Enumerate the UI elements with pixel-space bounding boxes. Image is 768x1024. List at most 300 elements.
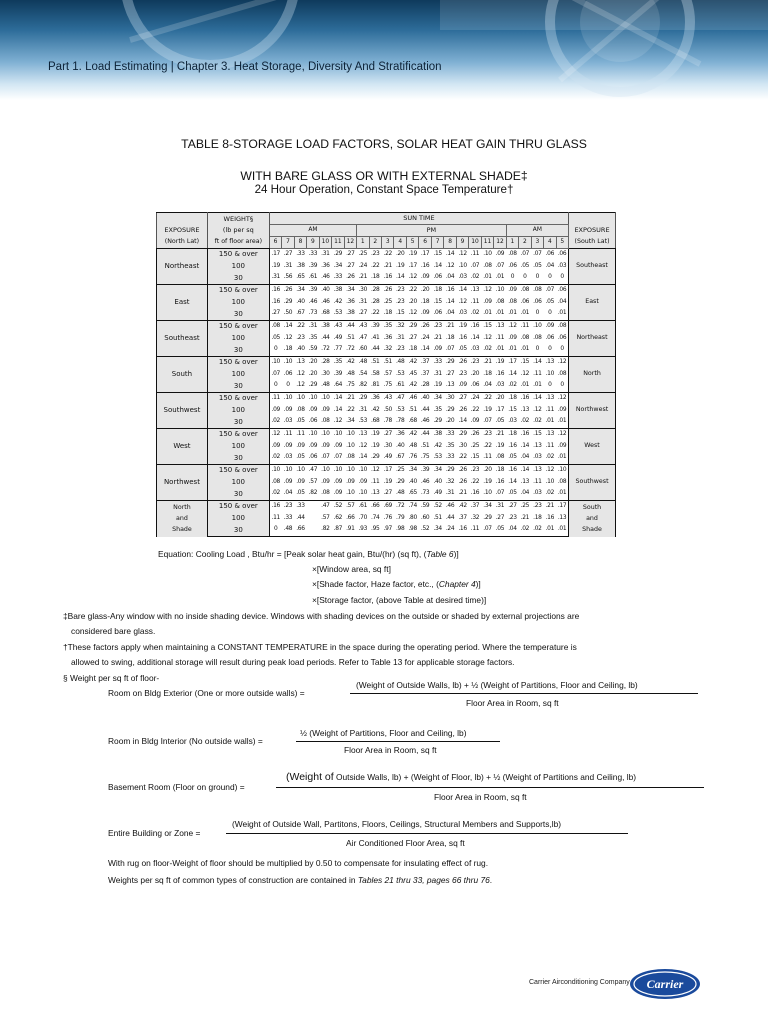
exposure-line: and [586, 515, 598, 523]
factor-cell: .31 [444, 489, 456, 501]
equation-text: Equation: Cooling Load , Btu/hr = [Peak solar heat gain, Btu/(hr) (sq ft), ( [158, 549, 427, 559]
factor-cell: .09 [506, 333, 518, 345]
factor-cell: .03 [456, 309, 468, 321]
exposure-south-cell: Southwest [569, 465, 616, 501]
factor-cell: .29 [444, 465, 456, 477]
table-row [157, 477, 616, 489]
factor-cell: .10 [357, 465, 369, 477]
factor-cell: .12 [282, 333, 294, 345]
factor-cell: .23 [469, 357, 481, 369]
factor-cell: .98 [406, 525, 418, 537]
table-subtitle: WITH BARE GLASS OR WITH EXTERNAL SHADE‡ [240, 169, 528, 183]
factor-cell: .30 [456, 441, 468, 453]
factor-cell: .29 [444, 405, 456, 417]
factor-cell: .18 [494, 465, 506, 477]
factor-cell: .45 [406, 369, 418, 381]
factor-cell: .93 [357, 525, 369, 537]
hour-header: 8 [444, 237, 456, 249]
th-blank [157, 213, 208, 225]
table-row [157, 381, 616, 393]
factor-cell: .18 [431, 285, 443, 297]
equation-line-1 [158, 549, 459, 559]
equation-line-2: ×[Window area, sq ft] [312, 564, 391, 574]
factor-cell: .27 [406, 333, 418, 345]
factor-cell: .29 [369, 453, 381, 465]
factor-cell: .29 [307, 381, 319, 393]
factor-cell: .31 [282, 261, 294, 273]
factor-cell: .19 [494, 441, 506, 453]
factor-cell: .10 [481, 249, 493, 261]
factor-cell: .39 [369, 321, 381, 333]
factor-cell: .24 [444, 525, 456, 537]
factor-cell: .16 [506, 441, 518, 453]
factor-cell: 0 [544, 309, 556, 321]
factor-cell: .17 [419, 249, 431, 261]
factor-cell: .22 [456, 453, 468, 465]
weight-cell: 100 [207, 261, 269, 273]
factor-cell: .67 [394, 453, 406, 465]
factor-cell: .27 [269, 309, 281, 321]
factor-cell: .17 [406, 261, 418, 273]
exposure-south-cell: East [569, 285, 616, 321]
exposure-north-cell: West [157, 429, 208, 465]
factor-cell: .04 [519, 453, 531, 465]
factor-cell: .03 [531, 489, 543, 501]
factor-cell: .22 [369, 309, 381, 321]
factor-cell: .43 [332, 321, 344, 333]
factor-cell: .35 [431, 405, 443, 417]
factor-cell: .77 [332, 345, 344, 357]
factor-cell: .87 [332, 525, 344, 537]
factor-cell: .76 [382, 513, 394, 525]
formula-exterior-label: Room on Bldg Exterior (One or more outside walls) = [108, 688, 305, 698]
factor-cell: .09 [332, 441, 344, 453]
factor-cell: .05 [506, 453, 518, 465]
factor-cell: .20 [494, 393, 506, 405]
factor-cell: .27 [444, 369, 456, 381]
factor-cell: .22 [469, 477, 481, 489]
factor-cell: .26 [456, 357, 468, 369]
factor-cell: .19 [481, 477, 493, 489]
table-row [157, 309, 616, 321]
factor-cell: .76 [406, 453, 418, 465]
factor-cell: .68 [319, 309, 331, 321]
factor-cell: .03 [494, 381, 506, 393]
note-bare-glass-cont: considered bare glass. [71, 626, 156, 636]
factor-cell: .12 [332, 417, 344, 429]
factor-cell: .33 [294, 501, 306, 513]
factor-cell: .06 [544, 249, 556, 261]
factor-cell: .26 [456, 477, 468, 489]
factor-cell: .14 [469, 333, 481, 345]
table-row [157, 501, 616, 513]
factor-cell: .53 [394, 369, 406, 381]
factor-cell: .20 [469, 369, 481, 381]
factor-cell: .47 [307, 465, 319, 477]
factor-cell: .13 [531, 441, 543, 453]
factor-cell: 0 [544, 273, 556, 285]
factor-cell [307, 513, 319, 525]
weight-cell: 30 [207, 345, 269, 357]
factor-cell: .48 [319, 381, 331, 393]
factor-cell: .36 [344, 297, 356, 309]
factor-cell: .46 [406, 393, 418, 405]
factor-cell: .36 [369, 393, 381, 405]
factor-cell: .36 [382, 333, 394, 345]
hour-header: 12 [344, 237, 356, 249]
factor-cell: .27 [494, 513, 506, 525]
factor-cell: .19 [481, 405, 493, 417]
formula-basement-numerator [286, 771, 636, 783]
exposure-south-cell [569, 501, 616, 537]
factor-cell: .08 [519, 333, 531, 345]
factor-cell: .34 [344, 417, 356, 429]
factor-cell: .29 [394, 477, 406, 489]
factor-cell: .18 [369, 273, 381, 285]
factor-cell: .24 [469, 393, 481, 405]
formula-basement-denominator: Floor Area in Room, sq ft [434, 792, 527, 802]
factor-cell: .21 [431, 333, 443, 345]
note-constant-temp-cont: allowed to swing, additional storage will result during peak load periods. Refer to Table 13 for applicable storage factors. [71, 657, 515, 667]
factor-cell: .02 [519, 417, 531, 429]
factor-cell: .38 [319, 321, 331, 333]
factor-cell: .23 [431, 321, 443, 333]
fraction-bar [276, 787, 704, 788]
factor-cell: .06 [307, 417, 319, 429]
factor-cell: .08 [556, 321, 568, 333]
factor-cell: .16 [269, 285, 281, 297]
exposure-south-cell: West [569, 429, 616, 465]
weight-cell: 150 & over [207, 501, 269, 513]
factor-cell: .91 [344, 525, 356, 537]
th-exposure: EXPOSURE [157, 225, 208, 237]
factor-cell: .42 [406, 429, 418, 441]
factor-cell: .21 [481, 357, 493, 369]
factor-cell: .04 [282, 489, 294, 501]
table-row [157, 405, 616, 417]
factor-cell: .06 [469, 381, 481, 393]
factor-cell: .12 [294, 369, 306, 381]
factor-cell: .02 [544, 453, 556, 465]
factor-cell: .10 [481, 489, 493, 501]
formula-interior-numerator: ½ (Weight of Partitions, Floor and Ceiling, lb) [300, 728, 467, 738]
factor-cell: .35 [332, 357, 344, 369]
factor-cell: .14 [357, 453, 369, 465]
factor-cell: .06 [556, 285, 568, 297]
factor-cell: .13 [531, 465, 543, 477]
factor-cell: .18 [282, 345, 294, 357]
factor-cell: 0 [556, 345, 568, 357]
formula-basement-num-lead: (Weight of [286, 771, 334, 783]
gear-graphic [0, 0, 768, 100]
factor-cell: .21 [494, 429, 506, 441]
table-row [157, 261, 616, 273]
factor-cell: .10 [269, 465, 281, 477]
table-row [157, 273, 616, 285]
factor-cell: .02 [469, 273, 481, 285]
factor-cell: .27 [382, 429, 394, 441]
factor-cell: .11 [269, 513, 281, 525]
factor-cell: .28 [319, 357, 331, 369]
factor-cell: .38 [294, 261, 306, 273]
factor-cell: .57 [344, 501, 356, 513]
factor-cell: .36 [319, 261, 331, 273]
hour-header: 1 [357, 237, 369, 249]
exposure-line: Shade [172, 526, 192, 534]
formula-interior-denominator: Floor Area in Room, sq ft [344, 745, 437, 755]
note-construction-weights [108, 875, 492, 885]
factor-cell: .01 [481, 273, 493, 285]
factor-cell: .10 [269, 357, 281, 369]
factor-cell: .82 [357, 381, 369, 393]
factor-cell: .07 [469, 261, 481, 273]
table-row [157, 393, 616, 405]
factor-cell: .52 [431, 501, 443, 513]
formula-building-denominator: Air Conditioned Floor Area, sq ft [346, 838, 465, 848]
exposure-north-cell: Northeast [157, 249, 208, 285]
factor-cell: .20 [406, 297, 418, 309]
factor-cell: .08 [481, 261, 493, 273]
factor-cell: .12 [519, 369, 531, 381]
factor-cell: .31 [394, 333, 406, 345]
factor-cell: .01 [556, 309, 568, 321]
factor-cell: .30 [319, 369, 331, 381]
exposure-north-cell: Southwest [157, 393, 208, 429]
factor-cell: .82 [319, 525, 331, 537]
factor-cell: .02 [531, 417, 543, 429]
factor-cell: .60 [419, 513, 431, 525]
factor-cell: .09 [319, 441, 331, 453]
factor-cell: .04 [556, 297, 568, 309]
factor-cell: .60 [357, 345, 369, 357]
factor-cell: .51 [406, 405, 418, 417]
factor-cell: .20 [419, 285, 431, 297]
factor-cell: .14 [419, 345, 431, 357]
factor-cell: .29 [282, 297, 294, 309]
exposure-line: North [173, 504, 191, 512]
factor-cell [307, 501, 319, 513]
factor-cell: .10 [344, 441, 356, 453]
factor-cell: .12 [544, 465, 556, 477]
factor-cell: .09 [469, 417, 481, 429]
factor-cell: .33 [431, 357, 443, 369]
factor-cell: .13 [469, 285, 481, 297]
factor-cell: .30 [444, 393, 456, 405]
factor-cell: .46 [319, 297, 331, 309]
factor-cell: 0 [269, 345, 281, 357]
weight-cell: 150 & over [207, 249, 269, 261]
factor-cell: .64 [332, 381, 344, 393]
factor-cell: .11 [544, 405, 556, 417]
factor-cell: .10 [282, 357, 294, 369]
weight-cell: 100 [207, 333, 269, 345]
factor-cell: .01 [494, 309, 506, 321]
factor-cell: .32 [469, 513, 481, 525]
factor-cell: .20 [481, 465, 493, 477]
formula-basement-label: Basement Room (Floor on ground) = [108, 782, 245, 792]
hour-header: 12 [494, 237, 506, 249]
table-row [157, 513, 616, 525]
factor-cell: .15 [431, 297, 443, 309]
page-header-banner [0, 0, 768, 100]
hour-header: 9 [456, 237, 468, 249]
factor-cell: .23 [369, 249, 381, 261]
table-row [157, 441, 616, 453]
table-row [157, 417, 616, 429]
factor-cell: .38 [332, 285, 344, 297]
factor-cell: .22 [344, 405, 356, 417]
factor-cell: .42 [369, 405, 381, 417]
hour-header: 11 [481, 237, 493, 249]
factor-cell: .13 [544, 357, 556, 369]
factor-cell: .13 [494, 321, 506, 333]
exposure-north-cell: East [157, 285, 208, 321]
factor-cell: .14 [531, 357, 543, 369]
factor-cell: .09 [494, 249, 506, 261]
factor-cell: .01 [544, 525, 556, 537]
factor-cell: .15 [519, 357, 531, 369]
factor-cell: 0 [269, 381, 281, 393]
factor-cell: .75 [382, 381, 394, 393]
factor-cell: .74 [369, 513, 381, 525]
exposure-south-cell: Northwest [569, 393, 616, 429]
factor-cell: .61 [307, 273, 319, 285]
factor-cell: .69 [382, 501, 394, 513]
weight-cell: 30 [207, 417, 269, 429]
factor-cell: .81 [369, 381, 381, 393]
factor-cell: .95 [369, 525, 381, 537]
factor-cell: .26 [456, 405, 468, 417]
factor-cell: .20 [394, 249, 406, 261]
factor-cell: .22 [469, 405, 481, 417]
th-floor-area: ft of floor area) [207, 237, 269, 249]
factor-cell: .44 [369, 345, 381, 357]
factor-cell: .26 [344, 273, 356, 285]
factor-cell: .78 [394, 417, 406, 429]
factor-cell: .33 [307, 249, 319, 261]
factor-cell: .68 [406, 417, 418, 429]
factor-cell: .12 [481, 333, 493, 345]
factor-cell: .35 [444, 441, 456, 453]
factor-cell: .52 [419, 525, 431, 537]
factor-cell: .05 [269, 333, 281, 345]
factor-cell: .06 [282, 369, 294, 381]
factor-cell: .21 [456, 489, 468, 501]
factor-cell: .11 [269, 393, 281, 405]
factor-cell: .10 [294, 465, 306, 477]
factor-cell: .44 [419, 429, 431, 441]
factor-cell: .09 [419, 309, 431, 321]
factor-cell: .39 [419, 465, 431, 477]
factor-cell: .10 [494, 285, 506, 297]
table-row [157, 453, 616, 465]
factor-cell: .15 [481, 321, 493, 333]
factor-cell: .03 [282, 417, 294, 429]
factor-cell: .11 [282, 429, 294, 441]
factor-cell: .09 [344, 477, 356, 489]
factor-cell: .43 [357, 321, 369, 333]
factor-cell: .13 [357, 429, 369, 441]
factor-cell: .15 [431, 249, 443, 261]
factor-cell: .10 [456, 261, 468, 273]
factor-cell: .02 [269, 453, 281, 465]
weight-cell: 30 [207, 525, 269, 537]
factor-cell: 0 [531, 309, 543, 321]
factor-cell: .12 [481, 285, 493, 297]
factor-cell: 0 [519, 273, 531, 285]
table-row [157, 357, 616, 369]
factor-cell: .16 [519, 393, 531, 405]
factor-cell: .21 [444, 321, 456, 333]
factor-cell: .11 [494, 333, 506, 345]
factor-cell: .16 [456, 333, 468, 345]
factor-cell: .16 [544, 513, 556, 525]
factor-cell: .09 [332, 489, 344, 501]
factor-cell: .37 [419, 369, 431, 381]
factor-cell: .26 [456, 465, 468, 477]
factor-cell: .14 [456, 285, 468, 297]
factor-cell: .08 [319, 489, 331, 501]
exposure-north-cell: South [157, 357, 208, 393]
factor-cell: .34 [344, 285, 356, 297]
factor-cell: .25 [357, 249, 369, 261]
fraction-bar [226, 833, 628, 834]
factor-cell: .06 [556, 249, 568, 261]
factor-cell: .18 [481, 369, 493, 381]
factor-cell: .44 [419, 405, 431, 417]
factor-cell: .33 [332, 273, 344, 285]
factor-cell: .31 [357, 297, 369, 309]
table-row [157, 333, 616, 345]
table-row [157, 525, 616, 537]
factor-cell: .48 [344, 369, 356, 381]
factor-cell: .01 [506, 345, 518, 357]
factor-cell: .28 [419, 381, 431, 393]
factor-cell: .29 [456, 429, 468, 441]
factor-cell: .24 [419, 333, 431, 345]
factor-cell: .12 [556, 357, 568, 369]
factor-cell: .11 [544, 441, 556, 453]
factor-cell: .34 [431, 393, 443, 405]
factor-cell: .29 [332, 249, 344, 261]
factor-cell: .44 [444, 513, 456, 525]
factor-cell: .17 [556, 501, 568, 513]
factor-cell: .40 [419, 393, 431, 405]
factor-cell: .34 [294, 285, 306, 297]
hour-header: 7 [282, 237, 294, 249]
th-am-late: AM [506, 225, 568, 237]
factor-cell: .01 [494, 345, 506, 357]
factor-cell: .67 [294, 309, 306, 321]
factor-cell: .59 [419, 501, 431, 513]
factor-cell: .08 [519, 285, 531, 297]
factor-cell: .39 [307, 285, 319, 297]
factor-cell: .32 [444, 477, 456, 489]
factor-cell: .31 [357, 405, 369, 417]
weight-cell: 150 & over [207, 357, 269, 369]
factor-cell: .10 [544, 477, 556, 489]
factor-cell: .19 [382, 477, 394, 489]
factor-cell: .09 [307, 405, 319, 417]
factor-cell: .10 [307, 393, 319, 405]
factor-cell: .53 [332, 309, 344, 321]
factor-cell: .42 [431, 441, 443, 453]
factor-cell: .11 [469, 525, 481, 537]
factor-cell: .32 [394, 321, 406, 333]
factor-cell: .75 [419, 453, 431, 465]
factor-cell: .52 [332, 501, 344, 513]
weight-cell: 150 & over [207, 321, 269, 333]
